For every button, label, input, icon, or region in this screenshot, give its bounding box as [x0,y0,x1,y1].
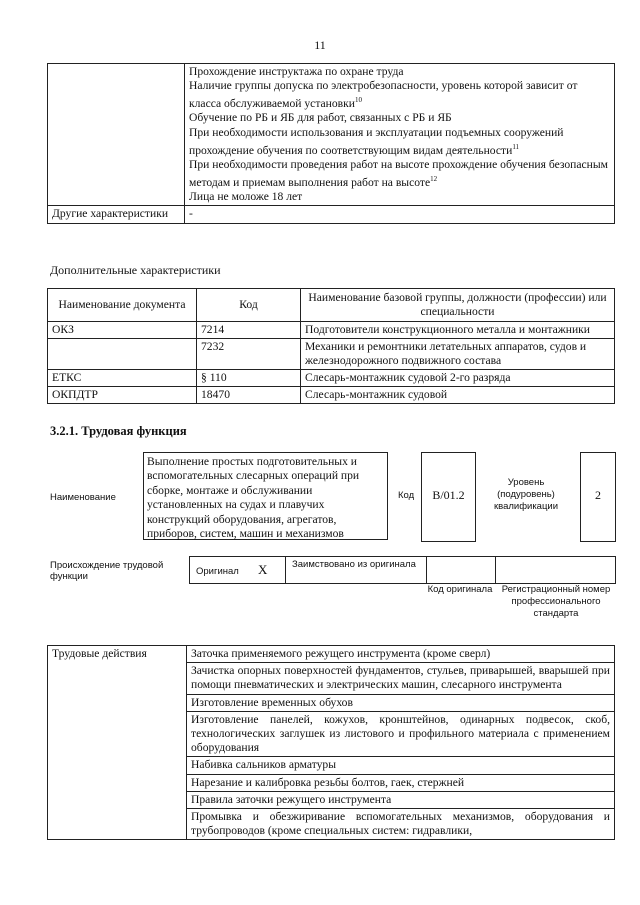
name-cell: Подготовители конструкционного металла и монтажники [301,322,615,339]
additional-characteristics-table [47,288,615,404]
table-row [48,339,615,370]
action-item: Заточка применяемого режущего инструмента (кроме сверл) [187,646,615,663]
name-cell: Слесарь-монтажник судовой [301,387,615,404]
table-cell-empty [48,64,185,206]
code-cell: 18470 [197,387,301,404]
action-item: Изготовление временных обухов [187,694,615,711]
footnote-ref: 11 [512,142,520,151]
code-cell: 7214 [197,322,301,339]
borrowed-label: Заимствовано из оригинала [292,559,416,570]
other-characteristics-value: - [185,206,615,223]
requirements-table [47,63,615,224]
borrowed-box [285,556,427,584]
requirement-line: Наличие группы допуска по электробезопасности, уровень которой зависит от класса обслуживаемой установки$^{10}$ [189,79,578,111]
column-header: Код [197,289,301,322]
table-row [48,206,615,223]
registration-number-box [495,556,616,584]
page-number: 11 [314,38,326,52]
code-cell: 7232 [197,339,301,370]
origin-label: Происхождение трудовой функции [50,560,164,582]
registration-number-caption: Регистрационный номер профессионального стандарта [501,584,611,619]
name-cell: Слесарь-монтажник судовой 2-го разряда [301,370,615,387]
additional-heading: Дополнительные характеристики [50,263,221,277]
table-row [48,370,615,387]
original-mark: Х [258,562,268,577]
requirement-line: Обучение по РБ и ЯБ для работ, связанных с РБ и ЯБ [189,111,452,125]
code-label: Код [398,490,415,501]
table-row [48,322,615,339]
original-code-caption: Код оригинала [427,584,493,595]
action-item: Нарезание и калибровка резьбы болтов, гаек, стержней [187,774,615,791]
code-box [421,452,476,542]
original-label: Оригинал [196,566,239,577]
table-header-row [48,289,615,322]
column-header: Наименование документа [48,289,197,322]
requirement-line: Прохождение инструктажа по охране труда [189,65,404,78]
action-item: Изготовление панелей, кожухов, кронштейнов, одинарных подвесок, скоб, технологических заглушек из листового и профильного материала с применением оборудования [187,711,615,757]
doc-cell: ЕТКС [48,370,197,387]
other-characteristics-label: Другие характеристики [48,206,185,223]
code-value: В/01.2 [432,488,465,502]
requirement-line: При необходимости проведения работ на высоте прохождение обучения безопасным методам и приемам выполнения работ на высоте$^{12}$ [189,157,608,189]
column-header: Наименование базовой группы, должности (профессии) или специальности [301,289,615,322]
labor-actions-label: Трудовые действия [48,646,187,840]
section-title: 3.2.1. Трудовая функция [50,424,187,438]
level-value: 2 [595,488,601,502]
table-row [48,64,615,206]
level-box [580,452,616,542]
action-item: Набивка сальников арматуры [187,757,615,774]
original-code-box [426,556,496,584]
original-box [189,556,286,584]
footnote-ref: 12 [430,175,438,184]
doc-cell: ОКЗ [48,322,197,339]
requirement-line: Лица не моложе 18 лет [189,190,303,204]
code-cell: § 110 [197,370,301,387]
name-label: Наименование [50,492,116,503]
doc-cell: ОКПДТР [48,387,197,404]
table-row [48,646,615,663]
labor-actions-table [47,645,615,840]
function-name-box: Выполнение простых подготовительных и вспомогательных слесарных операций при сборке, монтаже и обслуживании установленных на судах и плавучих конструкций оборудования, агрегатов, приборов, систем, машин и механизмов [143,452,388,540]
action-item: Промывка и обезжиривание вспомогательных механизмов, оборудования и трубопроводов (кроме специальных систем: гидравлики, [187,809,615,840]
table-row [48,387,615,404]
doc-cell [48,339,197,370]
requirements-cell [185,64,615,206]
requirement-line: При необходимости использования и эксплуатации подъемных сооружений прохождение обучения по соответствующим видам деятельности$^{11}$ [189,125,564,157]
action-item: Зачистка опорных поверхностей фундаментов, стульев, приварышей, вварышей при помощи пневматических и электрических машин, слесарного инструмента [187,663,615,694]
name-cell: Механики и ремонтники летательных аппаратов, судов и железнодорожного подвижного состава [301,339,615,370]
footnote-ref: 10 [355,96,362,105]
action-item: Правила заточки режущего инструмента [187,791,615,808]
level-label: Уровень (подуровень) квалификации [493,477,559,512]
